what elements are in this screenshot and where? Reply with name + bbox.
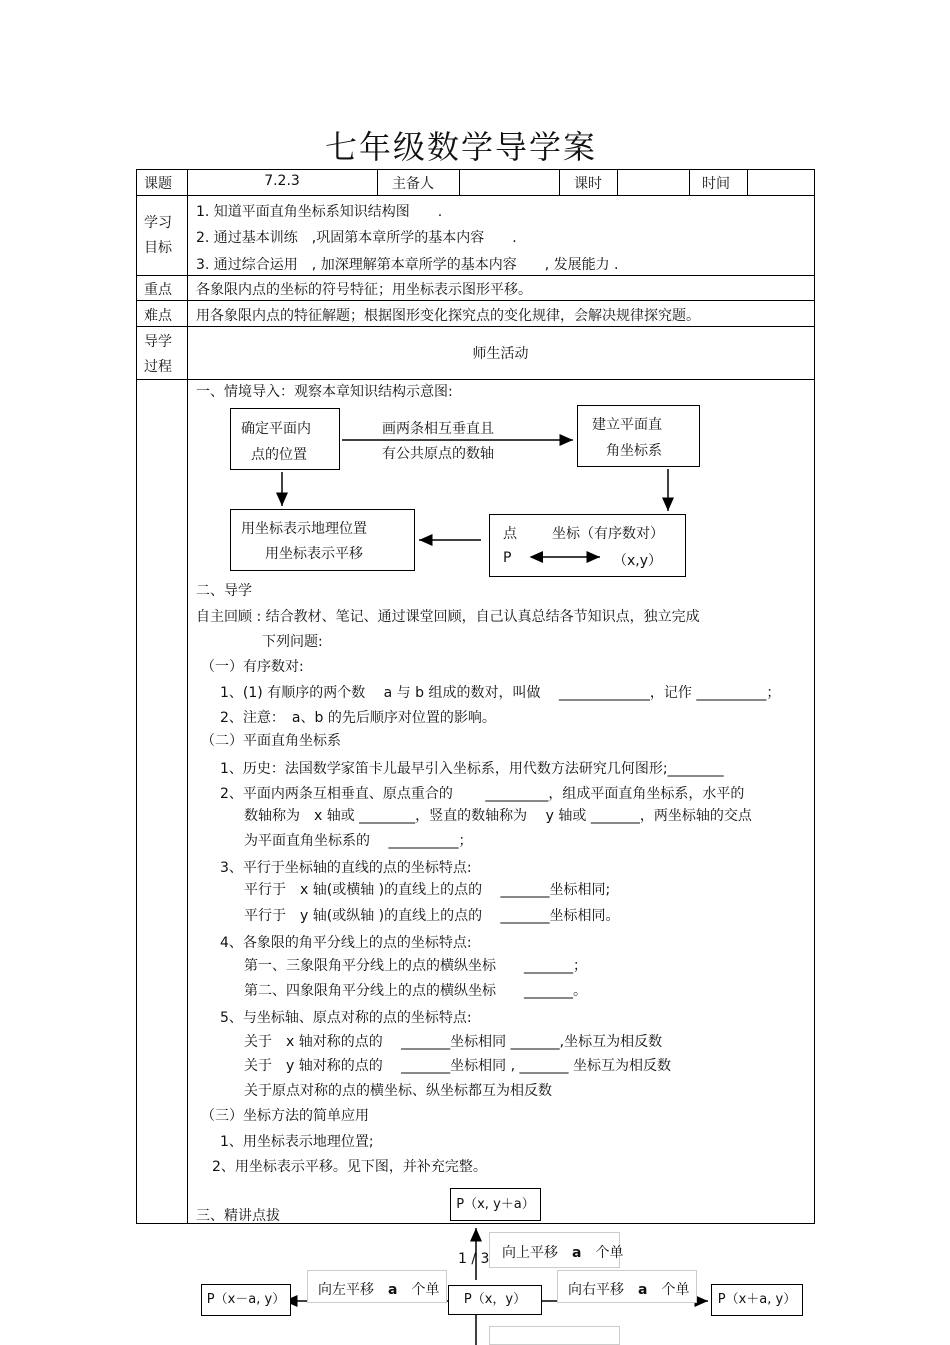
topic-label: 课题 (144, 176, 172, 192)
question: 关于原点对称的点的横坐标、纵坐标都互为相反数 (244, 1083, 552, 1099)
arrow-label-line: 画两条相互垂直且 (382, 421, 494, 437)
question: 关于 y 轴对称的点的 _______坐标相同 , _______ 坐标互为相反数 (244, 1058, 671, 1074)
goal-item: 2. 通过基本训练 ,巩固第本章所学的基本内容 . (196, 230, 517, 246)
question: 关于 x 轴对称的点的 _______坐标相同 _______,坐标互为相反数 (244, 1034, 663, 1050)
section2-heading: 二、导学 (196, 583, 252, 599)
page-number: 1 / 3 (458, 1251, 490, 1267)
right-point-box: P（x＋a, y） (711, 1284, 803, 1316)
goal-item: 1. 知道平面直角坐标系知识结构图 . (196, 204, 443, 220)
part1-heading: （一）有序数对: (201, 659, 304, 675)
question: 1、用坐标表示地理位置; (220, 1134, 374, 1150)
box-establish-system: 建立平面直 角坐标系 (577, 405, 700, 467)
question: 2、平面内两条互相垂直、原点重合的 _________，组成平面直角坐标系，水平的 (220, 786, 745, 802)
left-point-box: P（x－a, y） (201, 1284, 291, 1316)
box-determine-position: 确定平面内 点的位置 (230, 408, 340, 470)
left-shift-label: 向左平移 a 个单 (307, 1270, 447, 1303)
topic-value: 7.2.3 (264, 173, 300, 189)
review-text: 下列问题: (262, 634, 323, 650)
question: 第一、三象限角平分线上的点的横纵坐标 _______； (244, 958, 587, 974)
process-label-2: 过程 (144, 359, 172, 375)
part3-heading: （三）坐标方法的简单应用 (201, 1108, 369, 1124)
activity-heading: 师生活动 (472, 346, 529, 362)
right-shift-label: 向右平移 a 个单 (557, 1270, 697, 1303)
question: 5、与坐标轴、原点对称的点的坐标特点: (220, 1010, 472, 1026)
box-applications: 用坐标表示地理位置 用坐标表示平移 (230, 509, 415, 571)
page-title: 七年级数学导学案 (324, 128, 597, 166)
time-label: 时间 (702, 176, 730, 192)
question: 第二、四象限角平分线上的点的横纵坐标 _______。 (244, 983, 587, 999)
difficulty-label: 难点 (144, 308, 172, 324)
part2-heading: （二）平面直角坐标系 (201, 733, 341, 749)
goal-item: 3. 通过综合运用 , 加深理解第本章所学的基本内容 , 发展能力 . (196, 257, 619, 273)
arrow-label-line: 有公共原点的数轴 (382, 446, 494, 462)
key-point-text: 各象限内点的坐标的符号特征；用坐标表示图形平移。 (196, 282, 532, 298)
process-label-1: 导学 (144, 334, 172, 350)
review-text: 自主回顾 : 结合教材、笔记、通过课堂回顾，自己认真总结各节知识点，独立完成 (196, 609, 700, 625)
goals-label-2: 目标 (144, 240, 172, 256)
question: 数轴称为 x 轴或 ________，竖直的数轴称为 y 轴或 _______，两坐标轴的交点 (244, 808, 752, 824)
question: 为平面直角坐标系的 __________； (244, 833, 473, 849)
question: 平行于 x 轴(或横轴 )的直线上的点的 _______坐标相同; (244, 882, 611, 898)
preparer-label: 主备人 (392, 176, 434, 192)
question: 平行于 y 轴(或纵轴 )的直线上的点的 _______坐标相同。 (244, 908, 620, 924)
goals-label-1: 学习 (144, 215, 172, 231)
down-shift-label (489, 1326, 620, 1345)
question: 1、(1) 有顺序的两个数 a 与 b 组成的数对，叫做 _____________，记作 __________； (220, 685, 781, 701)
section3-heading: 三、精讲点拔 (196, 1208, 280, 1224)
section1-heading: 一、情境导入：观察本章知识结构示意图: (196, 384, 453, 400)
difficulty-text: 用各象限内点的特征解题；根据图形变化探究点的变化规律，会解决规律探究题。 (196, 308, 700, 324)
question: 1、历史：法国数学家笛卡儿最早引入坐标系，用代数方法研究几何图形;________ (220, 761, 724, 777)
center-point-box: P（x，y） (448, 1285, 542, 1315)
question: 2、用坐标表示平移。见下图，并补充完整。 (212, 1159, 487, 1175)
key-point-label: 重点 (144, 282, 172, 298)
question: 4、各象限的角平分线上的点的坐标特点: (220, 935, 472, 951)
box-point-coordinates: 点 坐标（有序数对） P （x,y） (489, 514, 686, 577)
period-label: 课时 (574, 176, 602, 192)
up-point-box: P（x, y＋a） (450, 1188, 541, 1221)
up-shift-label: 向上平移 a 个单 (489, 1232, 620, 1268)
question: 2、注意： a、b 的先后顺序对位置的影响。 (220, 710, 496, 726)
question: 3、平行于坐标轴的直线的点的坐标特点: (220, 860, 472, 876)
